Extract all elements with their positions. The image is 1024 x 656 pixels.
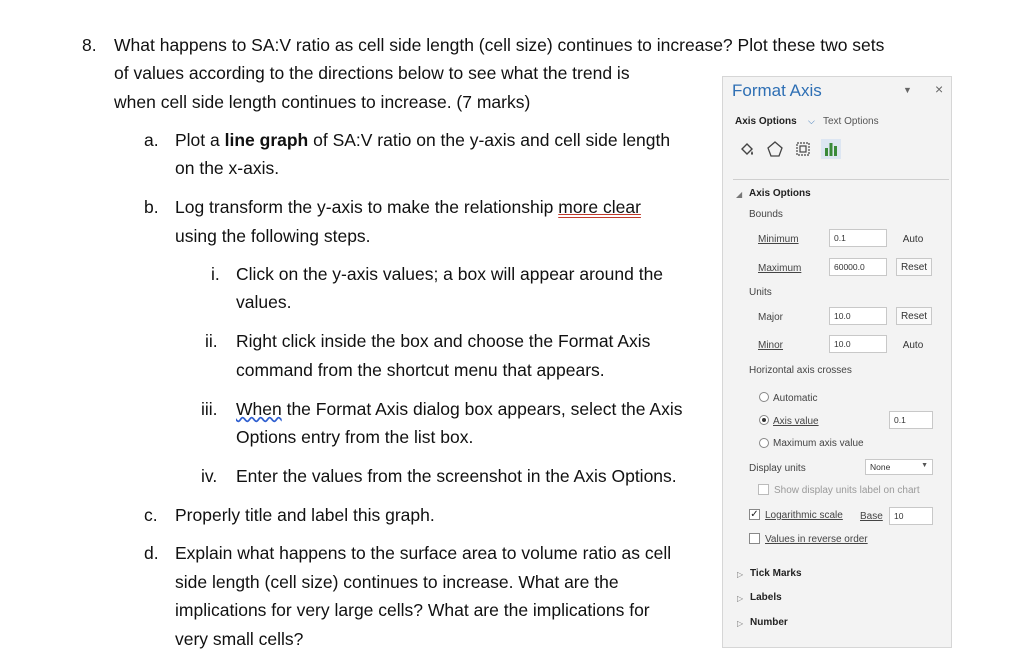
radio-automatic[interactable]	[759, 392, 769, 402]
section-number[interactable]: Number	[750, 617, 788, 628]
minimum-auto-button[interactable]: Auto	[902, 234, 924, 245]
close-button[interactable]: ×	[935, 81, 944, 97]
effects-icon[interactable]	[765, 139, 785, 159]
maximum-reset-button[interactable]: Reset	[896, 258, 932, 276]
part-b-underlined: more clear	[558, 197, 641, 217]
part-d-marker: d.	[144, 543, 159, 563]
size-properties-icon[interactable]	[793, 139, 813, 159]
maximum-label: Maximum	[758, 263, 802, 274]
tab-axis-options-chevron-icon[interactable]: ⌵	[808, 116, 815, 126]
question-text-line-2: of values according to the directions below to see what the trend is	[114, 63, 630, 83]
radio-axis-value-label: Axis value	[773, 416, 819, 427]
minor-auto-button[interactable]: Auto	[902, 340, 924, 351]
section-axis-options[interactable]: Axis Options	[749, 188, 811, 199]
step-ii-marker: ii.	[205, 331, 218, 351]
radio-maximum-label: Maximum axis value	[773, 438, 864, 449]
minimum-input[interactable]: 0.1	[829, 229, 887, 247]
step-i-line-1: Click on the y-axis values; a box will appear around the	[236, 264, 664, 284]
axis-value-input[interactable]: 0.1	[889, 411, 933, 429]
section-tick-marks[interactable]: Tick Marks	[750, 568, 802, 579]
crosses-label: Horizontal axis crosses	[749, 365, 852, 376]
question-number: 8.	[82, 35, 97, 55]
part-a-line-2: on the x-axis.	[175, 158, 280, 178]
pane-title: Format Axis	[732, 81, 822, 100]
question-text-line-1: What happens to SA:V ratio as cell side length (cell size) continues to increase? Plot these two sets	[114, 35, 885, 55]
major-reset-button[interactable]: Reset	[896, 307, 932, 325]
major-label: Major	[758, 312, 784, 323]
part-b-marker: b.	[144, 197, 159, 217]
part-a-bold: line graph	[224, 130, 309, 150]
pane-separator	[733, 179, 949, 180]
base-input[interactable]: 10	[889, 507, 933, 525]
units-label: Units	[749, 287, 772, 298]
step-iv-line-1: Enter the values from the screenshot in the Axis Options.	[236, 466, 677, 486]
maximum-input[interactable]: 60000.0	[829, 258, 887, 276]
step-iii-rest: the Format Axis dialog box appears, select the Axis	[281, 399, 683, 419]
show-units-label: Show display units label on chart	[774, 485, 920, 496]
part-d-line-3: implications for very large cells? What are the implications for	[175, 600, 650, 620]
step-iv-marker: iv.	[201, 466, 218, 486]
collapse-triangle-icon[interactable]: ◢	[736, 190, 743, 199]
reverse-order-label: Values in reverse order	[765, 534, 868, 545]
part-a-pre: Plot a	[175, 130, 225, 150]
part-a-post: of SA:V ratio on the y-axis and cell side length	[308, 130, 671, 150]
display-units-value: None	[870, 462, 891, 472]
step-iii-line-2: Options entry from the list box.	[236, 427, 474, 447]
display-units-label: Display units	[749, 463, 806, 474]
major-input[interactable]: 10.0	[829, 307, 887, 325]
pane-icon-row	[737, 139, 841, 159]
radio-axis-value[interactable]	[759, 415, 769, 425]
tab-text-options[interactable]: Text Options	[823, 116, 879, 127]
part-b-line-1	[175, 196, 641, 218]
step-iii-line-1	[236, 398, 682, 420]
step-i-line-2: values.	[236, 292, 292, 312]
part-d-line-1: Explain what happens to the surface area to volume ratio as cell	[175, 543, 672, 563]
axis-options-icon[interactable]	[821, 139, 841, 159]
display-units-select[interactable]	[865, 459, 933, 475]
expand-triangle-icon[interactable]: ▷	[737, 594, 744, 603]
step-i-marker: i.	[211, 264, 220, 284]
part-d-line-2: side length (cell size) continues to increase. What are the	[175, 572, 619, 592]
show-units-checkbox[interactable]	[758, 484, 769, 495]
step-iii-marker: iii.	[201, 399, 218, 419]
part-d-line-4: very small cells?	[175, 629, 304, 649]
step-ii-line-2: command from the shortcut menu that appears.	[236, 360, 605, 380]
minor-label: Minor	[758, 340, 784, 351]
format-axis-pane	[722, 76, 952, 648]
step-iii-underlined: When	[236, 399, 282, 419]
fill-line-icon[interactable]	[737, 139, 757, 159]
bounds-label: Bounds	[749, 209, 783, 220]
question-text-line-3: when cell side length continues to increase. (7 marks)	[114, 92, 531, 112]
expand-triangle-icon[interactable]: ▷	[737, 570, 744, 579]
part-b-line-2: using the following steps.	[175, 226, 371, 246]
tab-axis-options[interactable]: Axis Options	[735, 116, 797, 127]
chevron-down-icon: ▼	[921, 462, 928, 469]
part-b-pre: Log transform the y-axis to make the relationship	[175, 197, 559, 217]
reverse-order-checkbox[interactable]	[749, 533, 760, 544]
part-a-marker: a.	[144, 130, 159, 150]
minimum-label: Minimum	[758, 234, 799, 245]
radio-automatic-label: Automatic	[773, 393, 818, 404]
step-ii-line-1: Right click inside the box and choose the Format Axis	[236, 331, 651, 351]
chevron-down-icon[interactable]: ▼	[903, 85, 912, 95]
expand-triangle-icon[interactable]: ▷	[737, 619, 744, 628]
part-c-marker: c.	[144, 505, 158, 525]
log-scale-label: Logarithmic scale	[765, 510, 843, 521]
part-a-line-1	[175, 129, 670, 151]
base-label: Base	[860, 511, 883, 522]
log-scale-checkbox[interactable]: ✓	[750, 509, 759, 520]
minor-input[interactable]: 10.0	[829, 335, 887, 353]
section-labels[interactable]: Labels	[750, 592, 782, 603]
part-c-line-1: Properly title and label this graph.	[175, 505, 435, 525]
radio-maximum-axis-value[interactable]	[759, 438, 769, 448]
